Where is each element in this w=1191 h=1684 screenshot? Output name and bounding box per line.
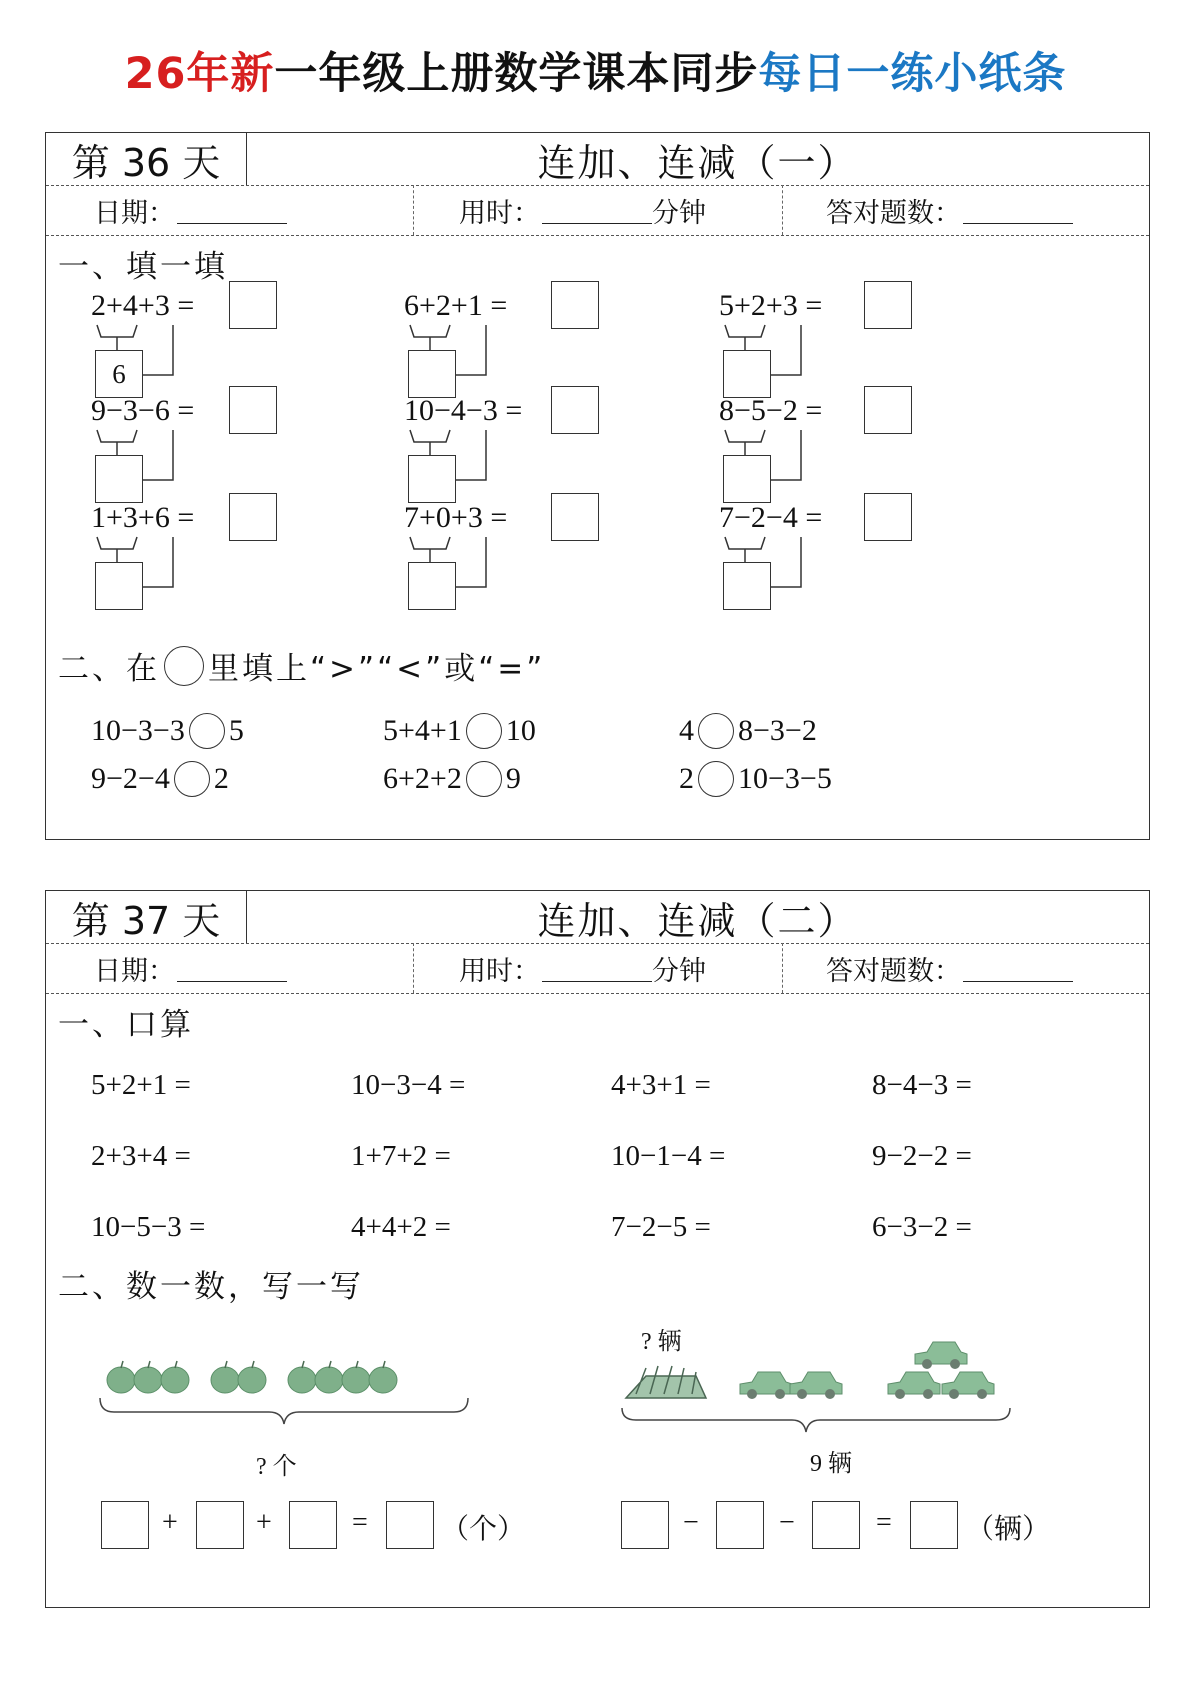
oral-question: 4+4+2 = <box>351 1211 451 1243</box>
apple-icon <box>342 1361 370 1393</box>
time-blank[interactable] <box>542 197 652 224</box>
apple-brace <box>100 1398 468 1424</box>
time-blank[interactable] <box>542 955 652 982</box>
car-icon <box>915 1342 967 1369</box>
oral-question: 4+3+1 = <box>611 1069 711 1101</box>
intermediate-box[interactable] <box>408 562 456 610</box>
circle-icon <box>164 646 204 686</box>
car-answer-box[interactable] <box>910 1501 958 1549</box>
apple-answer-box[interactable] <box>386 1501 434 1549</box>
intermediate-box[interactable] <box>95 455 143 503</box>
chain-expression: 5+2+3 = <box>719 289 823 322</box>
apple-box-2[interactable] <box>196 1501 244 1549</box>
day37-meta <box>46 943 1149 994</box>
minutes-label: 分钟 <box>652 197 706 229</box>
day36-section2-title <box>58 643 545 688</box>
intermediate-box[interactable] <box>723 562 771 610</box>
compare-circle[interactable] <box>698 761 734 797</box>
chain-expression: 9−3−6 = <box>91 394 195 427</box>
day37-header <box>46 891 1149 944</box>
car-box-2[interactable] <box>716 1501 764 1549</box>
title-year: 26年新 <box>124 49 275 99</box>
chain-expression: 1+3+6 = <box>91 501 195 534</box>
car-box-1[interactable] <box>621 1501 669 1549</box>
compare-item <box>91 713 244 749</box>
oral-question: 2+3+4 = <box>91 1140 191 1172</box>
day36-correct <box>826 185 1073 235</box>
date-blank[interactable] <box>177 955 287 982</box>
answer-box[interactable] <box>229 493 277 541</box>
chain-expression: 2+4+3 = <box>91 289 195 322</box>
correct-blank[interactable] <box>963 197 1073 224</box>
answer-box[interactable] <box>864 493 912 541</box>
title-grade: 一年级上册数学课本同步 <box>274 49 759 99</box>
car-icon <box>740 1372 792 1399</box>
garage-icon <box>626 1366 706 1398</box>
day36-time <box>459 185 706 235</box>
chain-expression: 7+0+3 = <box>404 501 508 534</box>
intermediate-box[interactable] <box>408 455 456 503</box>
day37-time <box>459 943 706 993</box>
oral-question: 10−5−3 = <box>91 1211 206 1243</box>
date-label: 日期： <box>94 197 175 229</box>
unit-label: （个） <box>441 1514 526 1545</box>
compare-left: 6+2+2 <box>383 762 462 795</box>
compare-left: 2 <box>679 762 694 795</box>
compare-circle[interactable] <box>466 713 502 749</box>
oral-question: 10−3−4 = <box>351 1069 466 1101</box>
plus-sign: + <box>256 1507 272 1538</box>
apple-icon <box>238 1361 266 1393</box>
compare-item <box>383 713 536 749</box>
meta-divider <box>782 943 783 993</box>
chain-expression: 10−4−3 = <box>404 394 523 427</box>
answer-box[interactable] <box>229 281 277 329</box>
day37-correct <box>826 943 1073 993</box>
oral-question: 6−3−2 = <box>872 1211 972 1243</box>
apple-icon <box>369 1361 397 1393</box>
compare-item <box>383 761 521 797</box>
meta-divider <box>413 185 414 235</box>
compare-circle[interactable] <box>174 761 210 797</box>
minus-sign: − <box>683 1507 699 1538</box>
time-label: 用时： <box>459 197 540 229</box>
meta-divider <box>782 185 783 235</box>
compare-left: 9−2−4 <box>91 762 170 795</box>
compare-item <box>679 713 817 749</box>
compare-right: 10−3−5 <box>738 762 832 795</box>
bracket-lines <box>46 133 47 134</box>
compare-right: 2 <box>213 762 229 795</box>
correct-label: 答对题数： <box>826 197 961 229</box>
plus-sign: + <box>162 1507 178 1538</box>
minutes-label: 分钟 <box>652 955 706 987</box>
apple-icon <box>211 1361 239 1393</box>
compare-circle[interactable] <box>698 713 734 749</box>
car-question-label: ? 辆 <box>641 1329 682 1355</box>
answer-box[interactable] <box>864 386 912 434</box>
unit-label: （辆） <box>966 1514 1051 1545</box>
apple-icon <box>161 1361 189 1393</box>
apple-icon <box>315 1361 343 1393</box>
car-illustration <box>616 1316 1036 1456</box>
compare-right: 10 <box>505 714 536 747</box>
car-icon <box>790 1372 842 1399</box>
apple-box-3[interactable] <box>289 1501 337 1549</box>
day36-header <box>46 133 1149 186</box>
apple-icon <box>107 1361 135 1393</box>
day37-topic: 连加、连减（二） <box>537 898 858 943</box>
car-icon <box>888 1372 940 1399</box>
answer-box[interactable] <box>864 281 912 329</box>
car-icon <box>942 1372 994 1399</box>
compare-left: 4 <box>679 714 694 747</box>
intermediate-box[interactable] <box>95 562 143 610</box>
date-label: 日期： <box>94 955 175 987</box>
chain-expression: 8−5−2 = <box>719 394 823 427</box>
compare-right: 8−3−2 <box>738 714 817 747</box>
apple-illustration <box>94 1316 474 1456</box>
chain-expression: 7−2−4 = <box>719 501 823 534</box>
intermediate-box[interactable] <box>723 350 771 398</box>
oral-question: 8−4−3 = <box>872 1069 972 1101</box>
apple-icon <box>288 1361 316 1393</box>
day36-meta <box>46 185 1149 236</box>
apples-svg <box>94 1316 474 1456</box>
day37-date <box>94 943 287 993</box>
car-box-3[interactable] <box>812 1501 860 1549</box>
page-title <box>0 40 1191 101</box>
compare-left: 5+4+1 <box>383 714 462 747</box>
compare-left: 10−3−3 <box>91 714 185 747</box>
intermediate-box[interactable] <box>408 350 456 398</box>
car-total-label: 9 辆 <box>810 1451 852 1477</box>
oral-question: 5+2+1 = <box>91 1069 191 1101</box>
day36-day-label: 第 36 天 <box>46 133 247 185</box>
apple-box-1[interactable] <box>101 1501 149 1549</box>
day36-card <box>45 132 1150 840</box>
minus-sign: − <box>779 1507 795 1538</box>
day36-section1-title: 一、填一填 <box>58 249 228 285</box>
car-brace <box>622 1408 1010 1432</box>
compare-circle[interactable] <box>466 761 502 797</box>
compare-right: 5 <box>228 714 244 747</box>
day37-section2-title: 二、数一数，写一写 <box>58 1269 364 1305</box>
title-daily: 每日一练小纸条 <box>758 49 1067 99</box>
chain-expression: 6+2+1 = <box>404 289 508 322</box>
intermediate-box[interactable] <box>723 455 771 503</box>
oral-question: 1+7+2 = <box>351 1140 451 1172</box>
compare-right: 9 <box>505 762 521 795</box>
day36-date <box>94 185 287 235</box>
section2-post: 里填上“>”“<”或“=” <box>208 651 546 687</box>
apple-icon <box>134 1361 162 1393</box>
answer-box[interactable] <box>551 493 599 541</box>
oral-question: 10−1−4 = <box>611 1140 726 1172</box>
apple-question-label: ? 个 <box>256 1454 297 1480</box>
day37-section1-title: 一、口算 <box>58 1007 194 1043</box>
cars-svg <box>616 1316 1036 1456</box>
day37-day-label: 第 37 天 <box>46 891 247 943</box>
meta-divider <box>413 943 414 993</box>
compare-item <box>91 761 229 797</box>
day36-topic: 连加、连减（一） <box>537 140 858 185</box>
answer-box[interactable] <box>229 386 277 434</box>
equals-sign: = <box>876 1507 892 1538</box>
date-blank[interactable] <box>177 197 287 224</box>
day37-card <box>45 890 1150 1608</box>
answer-box[interactable] <box>551 281 599 329</box>
time-label: 用时： <box>459 955 540 987</box>
answer-box[interactable] <box>551 386 599 434</box>
intermediate-box[interactable]: 6 <box>95 350 143 398</box>
correct-label: 答对题数： <box>826 955 961 987</box>
compare-circle[interactable] <box>189 713 225 749</box>
oral-question: 7−2−5 = <box>611 1211 711 1243</box>
section2-pre: 二、在 <box>58 651 160 687</box>
equals-sign: = <box>352 1507 368 1538</box>
oral-question: 9−2−2 = <box>872 1140 972 1172</box>
compare-item <box>679 761 832 797</box>
correct-blank[interactable] <box>963 955 1073 982</box>
